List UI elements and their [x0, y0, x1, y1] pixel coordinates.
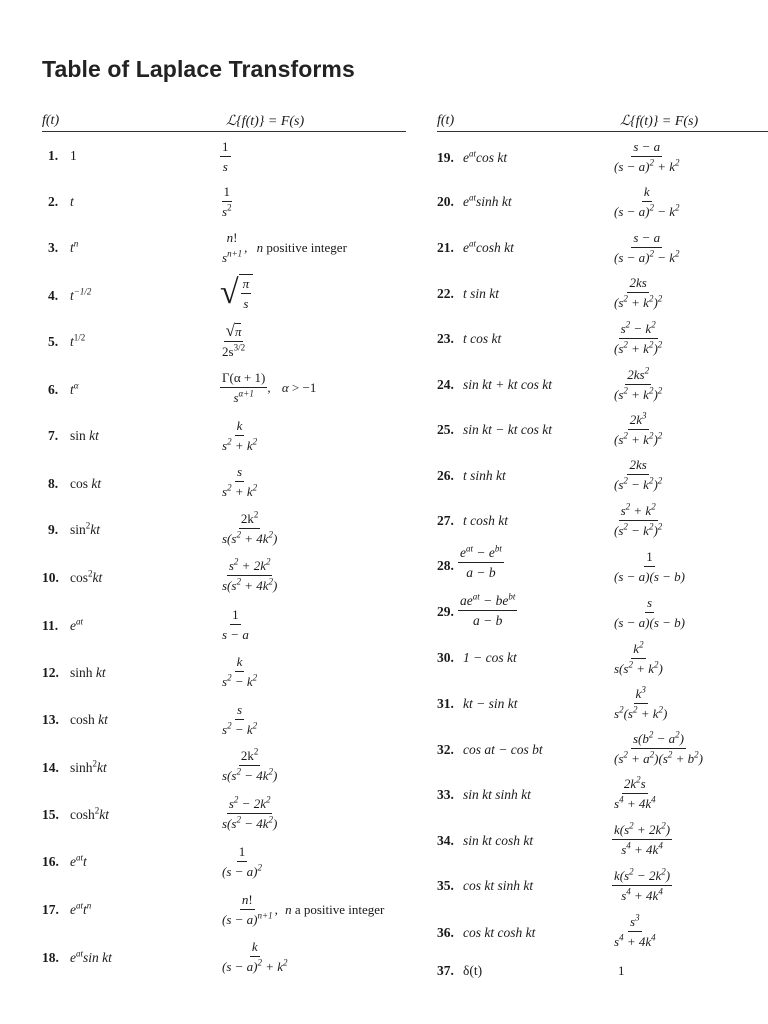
row-25-transform: $\frac{2k^3}{(s^2 + k^2)^2}$: [614, 410, 663, 447]
row-8-function: cos kt: [70, 476, 102, 491]
page-title: Table of Laplace Transforms: [42, 56, 355, 82]
row-1-number: 1.: [48, 148, 59, 163]
row-17-transform: $\frac{n!}{(s - a)^{n+1}}$ , n a positive integer: [222, 892, 385, 927]
row-16-number: 16.: [42, 854, 59, 869]
row-34-number: 34.: [437, 833, 454, 848]
row-20-function: $e^{at}\sinh$ kt: [463, 192, 512, 209]
row-2-number: 2.: [48, 194, 59, 209]
row-30-transform: $\frac{k^2}{s(s^2 + k^2)}$: [614, 639, 663, 676]
row-27-function: t cosh kt: [463, 513, 508, 528]
row-5-number: 5.: [48, 334, 59, 349]
row-16-transform: $\frac{1}{(s - a)^2}$: [222, 844, 262, 879]
row-10-transform: $\frac{s^2 + 2k^2}{s(s^2 + 4k^2)}$: [222, 556, 278, 593]
row-29-function: $\frac{ae^{at} - be^{bt}}{a - b}$: [460, 591, 516, 628]
row-9-transform: $\frac{2k^2}{s(s^2 + 4k^2)}$: [222, 509, 278, 546]
row-32-number: 32.: [437, 742, 454, 757]
row-19-transform: $\frac{s - a}{(s - a)^2 + k^2}$: [614, 139, 680, 174]
row-13-function: cosh kt: [70, 712, 108, 727]
row-36-function: cos kt cosh kt: [463, 925, 536, 940]
row-7-number: 7.: [48, 428, 59, 443]
row-14-function: $\sinh^2kt$: [70, 758, 107, 775]
row-1-transform: $\frac{1}{s}$: [222, 139, 229, 174]
row-37-transform: 1: [618, 963, 625, 978]
row-12-number: 12.: [42, 665, 59, 680]
row-24-function: sin kt + kt cos kt: [463, 377, 552, 392]
row-21-number: 21.: [437, 240, 454, 255]
row-37-function: δ(t): [463, 963, 483, 978]
row-31-function: kt − sin kt: [463, 696, 518, 711]
row-14-number: 14.: [42, 760, 59, 775]
header-rule-right: [437, 131, 768, 132]
row-27-transform: $\frac{s^2 + k^2}{(s^2 - k^2)^2}$: [614, 501, 663, 538]
row-33-number: 33.: [437, 787, 454, 802]
row-32-function: cos at − cos bt: [463, 742, 543, 757]
header-f-left: f(t): [42, 113, 60, 128]
row-17-number: 17.: [42, 902, 59, 917]
row-9-number: 9.: [48, 522, 59, 537]
row-12-transform: $\frac{k}{s^2 - k^2}$: [222, 654, 258, 689]
row-18-function: $e^{at}\sin$ kt: [70, 948, 112, 965]
row-8-number: 8.: [48, 476, 59, 491]
row-34-function: sin kt cosh kt: [463, 833, 534, 848]
row-2-transform: $\frac{1}{s^2}$: [222, 184, 232, 219]
row-32-transform: $\frac{s(b^2 - a^2)}{(s^2 + a^2)(s^2 + b^2)}$: [614, 729, 704, 766]
row-8-transform: $\frac{s}{s^2 + k^2}$: [222, 464, 258, 499]
row-23-number: 23.: [437, 331, 454, 346]
row-3-function: $t^n$: [70, 238, 79, 255]
row-36-transform: $\frac{s^3}{s^4 + 4k^4}$: [614, 912, 656, 949]
row-20-transform: $\frac{k}{(s - a)^2 - k^2}$: [614, 184, 680, 219]
row-23-transform: $\frac{s^2 - k^2}{(s^2 + k^2)^2}$: [614, 319, 663, 356]
row-25-function: sin kt − kt cos kt: [463, 422, 552, 437]
row-11-function: $e^{at}$: [70, 616, 84, 633]
row-37-number: 37.: [437, 963, 454, 978]
row-1-function: 1: [70, 148, 77, 163]
row-35-function: cos kt sinh kt: [463, 878, 534, 893]
header-F-left: ℒ{f(t)} = F(s): [226, 114, 305, 129]
row-11-number: 11.: [42, 618, 59, 633]
row-5-transform: $\frac{√\pi}{2s^{3/2}}$: [222, 321, 246, 359]
row-4-number: 4.: [48, 288, 59, 303]
row-13-number: 13.: [42, 712, 59, 727]
row-22-number: 22.: [437, 286, 454, 301]
row-26-number: 26.: [437, 468, 454, 483]
row-27-number: 27.: [437, 513, 454, 528]
row-35-number: 35.: [437, 878, 454, 893]
row-24-transform: $\frac{2ks^2}{(s^2 + k^2)^2}$: [614, 365, 663, 402]
row-29-number: 29.: [437, 604, 454, 619]
row-17-function: $e^{at}t^n$: [70, 900, 92, 917]
row-7-function: sin kt: [70, 428, 99, 443]
row-11-transform: $\frac{1}{s - a}$: [222, 607, 249, 642]
row-35-transform: $\frac{k(s^2 - 2k^2)}{s^4 + 4k^4}$: [614, 866, 671, 903]
row-30-function: 1 − cos kt: [463, 650, 517, 665]
row-15-number: 15.: [42, 807, 59, 822]
row-7-transform: $\frac{k}{s^2 + k^2}$: [222, 418, 258, 453]
row-33-function: sin kt sinh kt: [463, 787, 531, 802]
row-2-function: t: [70, 194, 74, 209]
row-13-transform: $\frac{s}{s^2 - k^2}$: [222, 702, 258, 737]
row-15-function: $\cosh^2kt$: [70, 805, 109, 822]
row-6-number: 6.: [48, 382, 59, 397]
row-3-number: 3.: [48, 240, 59, 255]
row-29-transform: $\frac{s}{(s - a)(s - b)}$: [614, 595, 685, 630]
row-36-number: 36.: [437, 925, 454, 940]
row-3-transform: n! $s^{n+1}$ , n positive integer: [222, 230, 347, 265]
header-rule-left: [42, 131, 406, 132]
header-f-right: f(t): [437, 113, 455, 128]
row-9-function: $\sin^2kt$: [70, 520, 101, 537]
row-21-transform: $\frac{s - a}{(s - a)^2 - k^2}$: [614, 230, 680, 265]
row-12-function: sinh kt: [70, 665, 106, 680]
header-F-right: ℒ{f(t)} = F(s): [620, 114, 699, 129]
row-16-function: $e^{at}t$: [70, 852, 87, 869]
row-31-number: 31.: [437, 696, 454, 711]
row-31-transform: $\frac{k^3}{s^2(s^2 + k^2)}$: [614, 684, 668, 721]
row-21-function: $e^{at}\cosh$ kt: [463, 238, 514, 255]
row-10-function: $\cos^2kt$: [70, 568, 103, 585]
row-19-function: $e^{at}\cos$ kt: [463, 148, 508, 165]
row-6-transform: $\frac{\Gamma(\alpha + 1)}{s^{\alpha+1}}$ , α > −1: [222, 370, 317, 405]
row-34-transform: $\frac{k(s^2 + 2k^2)}{s^4 + 4k^4}$: [614, 820, 671, 857]
row-26-function: t sinh kt: [463, 468, 506, 483]
row-28-transform: $\frac{1}{(s - a)(s - b)}$: [614, 549, 685, 584]
row-19-number: 19.: [437, 150, 454, 165]
row-30-number: 30.: [437, 650, 454, 665]
row-28-function: $\frac{e^{at} - e^{bt}}{a - b}$: [460, 543, 502, 580]
row-25-number: 25.: [437, 422, 454, 437]
row-4-function: $t^{-1/2}$: [70, 286, 92, 303]
row-4-transform: √ $\frac{\pi}{s}$: [220, 274, 253, 312]
row-14-transform: $\frac{2k^2}{s(s^2 - 4k^2)}$: [222, 746, 278, 783]
row-15-transform: $\frac{s^2 - 2k^2}{s(s^2 - 4k^2)}$: [222, 794, 278, 831]
row-28-number: 28.: [437, 558, 454, 573]
row-5-function: $t^{1/2}$: [70, 332, 86, 349]
row-24-number: 24.: [437, 377, 454, 392]
row-20-number: 20.: [437, 194, 454, 209]
row-10-number: 10.: [42, 570, 59, 585]
row-33-transform: $\frac{2k^2s}{s^4 + 4k^4}$: [614, 774, 656, 811]
row-18-transform: $\frac{k}{(s - a)^2 + k^2}$: [222, 939, 288, 974]
row-22-function: t sin kt: [463, 286, 499, 301]
row-22-transform: $\frac{2ks}{(s^2 + k^2)^2}$: [614, 275, 663, 310]
row-26-transform: $\frac{2ks}{(s^2 - k^2)^2}$: [614, 457, 663, 492]
row-18-number: 18.: [42, 950, 59, 965]
row-6-function: $t^\alpha$: [70, 380, 79, 397]
row-23-function: t cos kt: [463, 331, 502, 346]
